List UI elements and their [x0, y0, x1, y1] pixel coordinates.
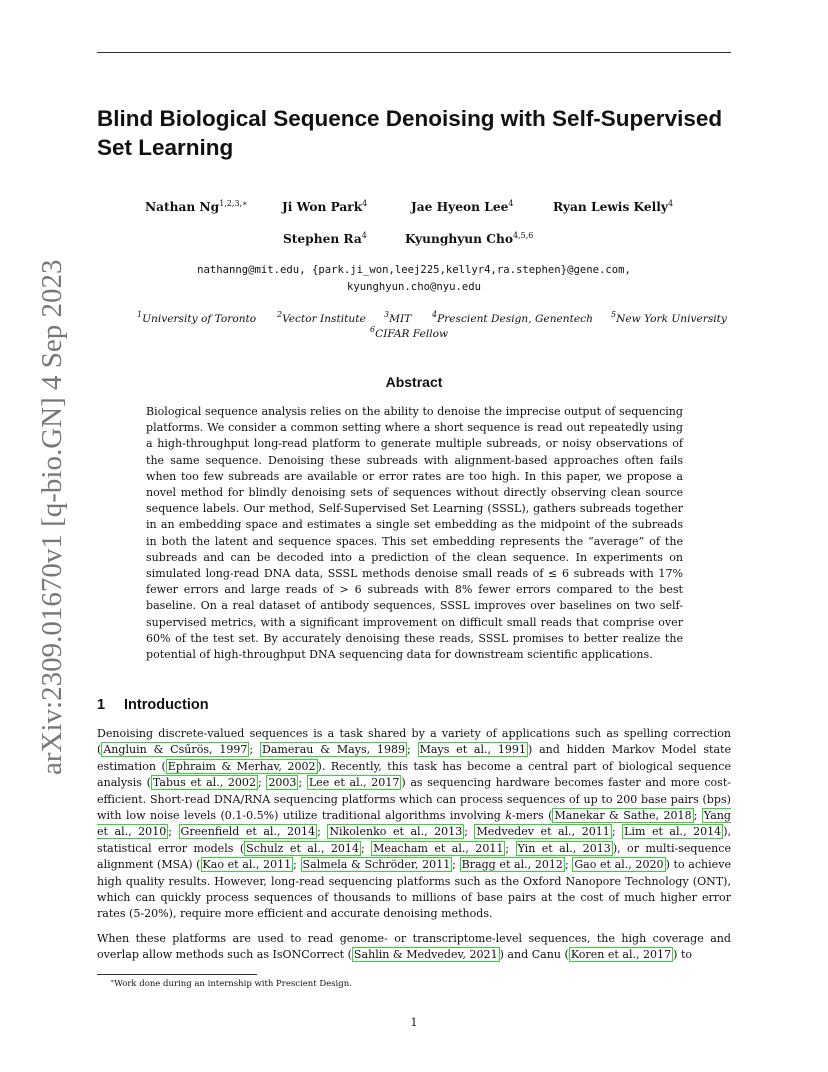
citation-link[interactable]: Mays et al., 1991	[419, 743, 526, 757]
author: Nathan $Ng^{1,2,3,∗}$	[145, 199, 248, 214]
citation-link[interactable]: Sahlin & Medvedev, 2021	[353, 948, 498, 962]
footnote	[110, 978, 352, 989]
email-line: kyunghyun.cho@nyu.edu	[347, 281, 481, 293]
author: Ji Won Park$^4$	[282, 199, 368, 214]
kmer-variable: k	[505, 809, 513, 823]
citation-link[interactable]: Schulz et al., 2014	[246, 841, 359, 855]
author-emails	[0, 262, 828, 296]
citation-link[interactable]: Yin et al., 2013	[517, 841, 611, 855]
abstract-heading: Abstract	[385, 374, 443, 390]
citation-link[interactable]: Damerau & Mays, 1989	[261, 743, 406, 757]
citation-link[interactable]: Salmela & Schröder, 2011	[302, 858, 451, 872]
affiliation: $^2$Vector Institute	[277, 310, 366, 325]
affiliation: $^4$Prescient Design, Genentech	[432, 310, 593, 325]
citation-link[interactable]: Gao et al., 2020	[574, 858, 664, 872]
intro-paragraph: When these platforms are used to read genome- or transcriptome-level sequences, the high coverage and overlap allow methods such as IsONCorrect ( Sahlin & Medvedev, 2021 ) and Canu ( Koren et al., 2017 ) to	[97, 932, 731, 962]
email-line: nathanng@mit.edu, {park.ji_won,leej225,kellyr4,ra.stephen}@gene.com,	[197, 264, 631, 276]
citation-link[interactable]: Lee et al., 2017	[308, 776, 400, 790]
abstract-text: Biological sequence analysis relies on the ability to denoise the imprecise output of sequencing platforms. We consider a common setting where a short sequence is read out repeatedly using a high-throughput long-read platform to generate multiple subreads, or noisy observations of the same sequence. Denoising these subreads with alignment-based approaches often fails when too few subreads are available or error rates are too high. In this paper, we propose a novel method for blindly denoising sets of sequences without directly observing clean source sequence labels. Our method, Self-Supervised Set Learning (SSSL), gathers subreads together in an embedding space and estimates a single set embedding as the midpoint of the subreads in both the latent and sequence spaces. This set embedding represents the “average” of the subreads and can be decoded into a prediction of the clean sequence. In experiments on simulated long-read DNA data, SSSL methods denoise small reads of ≤ 6 subreads with 17% fewer errors and large reads of > 6 subreads with 8% fewer errors compared to the best baseline. On a real dataset of antibody sequences, SSSL improves over baselines on two self-supervised metrics, with a significant improvement on difficult small reads that comprise over 60% of the test set. By accurately denoising these reads, SSSL promises to better realize the potential of high-throughput DNA sequencing data for downstream scientific applications.	[146, 405, 683, 662]
intro-paragraph: Denoising discrete-valued sequences is a task shared by a variety of applications such as spelling correction ( Angluin & Csűrös, 1997 ; Damerau & Mays, 1989 ; Mays et al., 1991 ) and hidden Markov Model state estimation ( Ephraim & Merhav, 2002 ). Recently, this task has become a central part of biological sequence analysis ( Tabus et al., 2002 ; 2003 ; Lee et al., 2017 ) as sequencing hardware becomes faster and more cost-efficient. Short-read DNA/RNA sequencing platforms which can process sequences of up to 200 base pairs (bps) with low noise levels (0.1-0.5%) utilize traditional algorithms involving k-mers ( Manekar & Sathe, 2018 ; Yang et al., 2010 ; Greenfield et al., 2014 ; Nikolenko et al., 2013 ; Medvedev et al., 2011 ; Lim et al., 2014 ), statistical error models ( Schulz et al., 2014 ; Meacham et al., 2011 ; Yin et al., 2013 ), or multi-sequence alignment (MSA) ( Kao et al., 2011 ; Salmela & Schröder, 2011 ; Bragg et al., 2012 ; Gao et al., 2020 ) to achieve high quality results. However, long-read sequencing platforms such as the Oxford Nanopore Technology (ONT), which can quickly process sequences of thousands to millions of base pairs at the cost of much higher error rates (5-20%), require more efficient and accurate denoising methods.	[97, 727, 732, 921]
author: Kyunghyun Cho$^{4,5,6}$	[405, 231, 534, 246]
citation-link[interactable]: Lim et al., 2014	[624, 825, 722, 839]
page-number: 1	[410, 1016, 418, 1029]
citation-link[interactable]: Ephraim & Merhav, 2002	[167, 759, 316, 773]
citation-link[interactable]: Koren et al., 2017	[570, 948, 672, 962]
affiliation: $^6$CIFAR Fellow	[370, 325, 449, 340]
affiliation: $^3$MIT	[384, 310, 412, 325]
footnote-text: Work done during an internship with Prescient Design.	[114, 979, 352, 989]
affiliation: $^1$University of Toronto	[137, 310, 257, 325]
citation-link[interactable]: Angluin & Csűrös, 1997	[103, 743, 248, 757]
author: Stephen Ra$^4$	[283, 231, 367, 246]
citation-link[interactable]: Nikolenko et al., 2013	[329, 825, 463, 839]
section-title: Introduction	[124, 697, 209, 713]
citation-link[interactable]: Yang et al., 2010	[97, 809, 731, 839]
author: Ryan Lewis Kelly$^4$	[553, 199, 674, 214]
affiliation: $^5$New York University	[611, 310, 727, 325]
citation-link[interactable]: Meacham et al., 2011	[373, 841, 504, 855]
author: Jae Hyeon Lee$^4$	[411, 199, 514, 214]
citation-link[interactable]: Bragg et al., 2012	[461, 858, 563, 872]
citation-link[interactable]: Tabus et al., 2002	[152, 776, 256, 790]
citation-link[interactable]: Medvedev et al., 2011	[476, 825, 610, 839]
footnote-rule	[97, 974, 257, 975]
citation-link[interactable]: Kao et al., 2011	[202, 858, 292, 872]
section-number: 1	[97, 697, 106, 713]
citation-link[interactable]: 2003	[268, 776, 297, 790]
section-heading	[97, 697, 209, 713]
paper-title: Blind Biological Sequence Denoising with Self-Supervised Set Learning	[97, 106, 723, 160]
footnote-mark: ∗	[110, 978, 115, 985]
citation-link[interactable]: Manekar & Sathe, 2018	[554, 809, 692, 823]
header-rule	[97, 52, 731, 53]
arxiv-identifier[interactable]: arXiv:2309.01670v1 [q-bio.GN] 4 Sep 2023	[36, 259, 68, 775]
citation-link[interactable]: Greenfield et al., 2014	[180, 825, 316, 839]
